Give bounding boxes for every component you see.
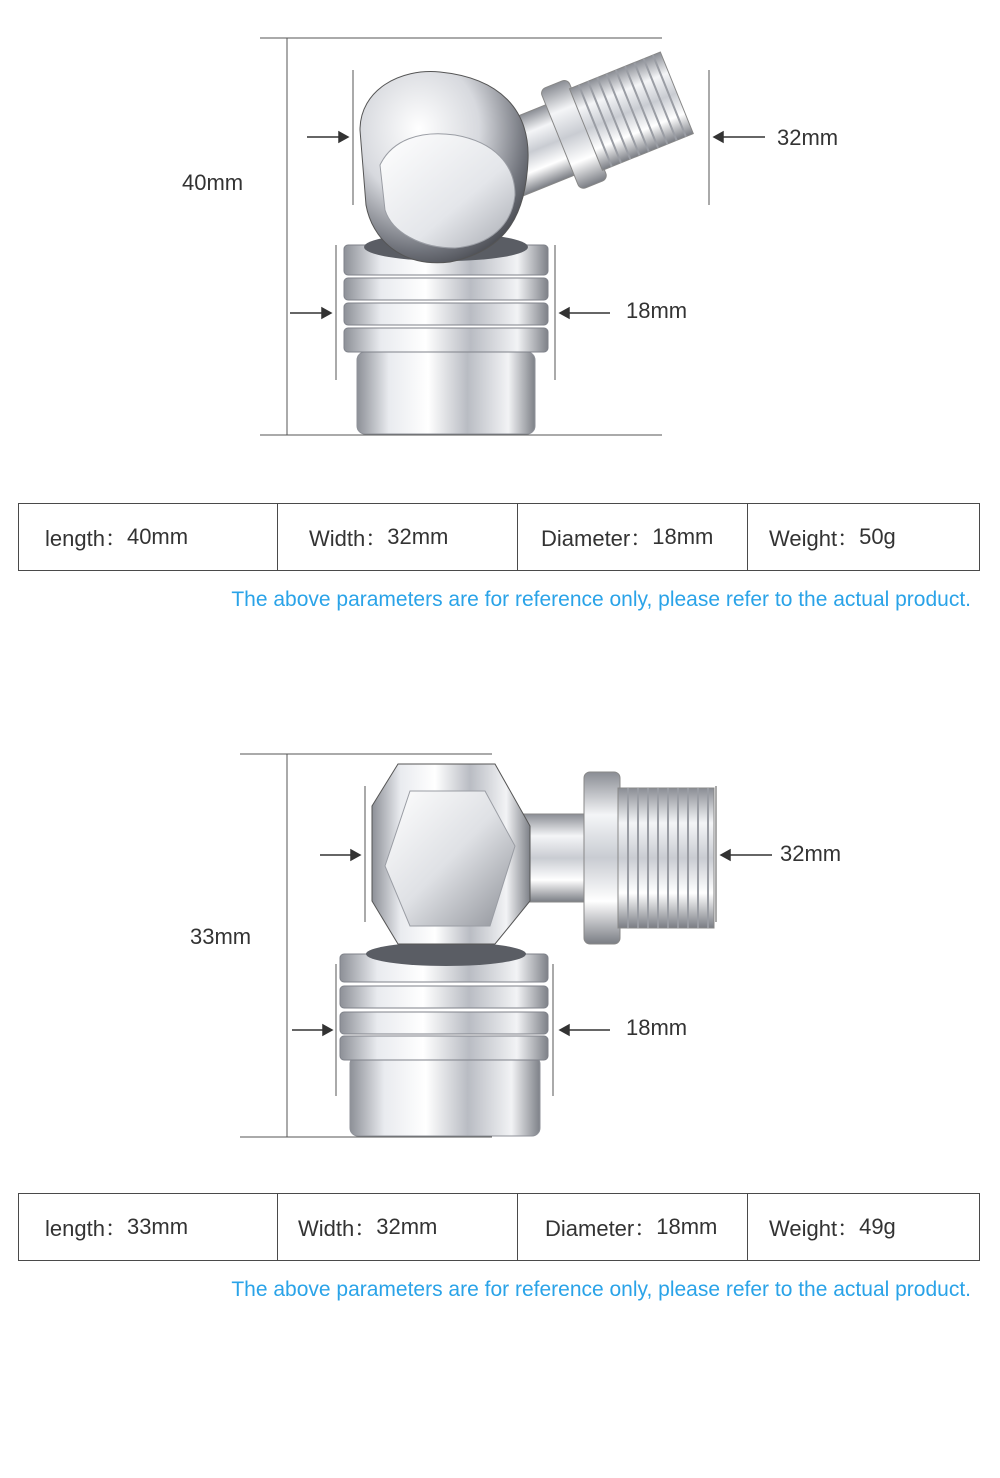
arrow-icon bbox=[307, 132, 348, 142]
spec-diameter bbox=[518, 1194, 748, 1260]
spec-value: 18mm bbox=[656, 1214, 718, 1239]
spec-table-2 bbox=[18, 1193, 980, 1261]
spec-width bbox=[278, 1194, 518, 1260]
product-image-2 bbox=[0, 716, 1000, 1156]
diameter-label: 18mm bbox=[626, 298, 688, 323]
spec-value: 50g bbox=[859, 524, 896, 549]
spec-label: length： bbox=[45, 1215, 127, 1241]
spec-value: 40mm bbox=[126, 524, 189, 549]
arrow-icon bbox=[560, 1025, 610, 1035]
height-label: 40mm bbox=[182, 170, 244, 195]
product-image-1 bbox=[0, 0, 1000, 460]
spec-label: Width： bbox=[298, 1215, 377, 1241]
spec-label: Diameter： bbox=[545, 1215, 657, 1241]
spec-table-1 bbox=[18, 503, 980, 571]
spec-length bbox=[19, 1194, 278, 1260]
spec-value: 32mm bbox=[387, 524, 449, 549]
width-label: 32mm bbox=[780, 841, 842, 866]
spec-width bbox=[278, 504, 518, 570]
spec-value: 49g bbox=[859, 1214, 896, 1239]
spec-diameter bbox=[518, 504, 748, 570]
spec-value: 33mm bbox=[126, 1214, 189, 1239]
spec-value: 32mm bbox=[376, 1214, 438, 1239]
spec-label: Diameter： bbox=[541, 525, 653, 551]
spec-value: 18mm bbox=[652, 524, 714, 549]
disclaimer-note: The above parameters are for reference only, please refer to the actual product. bbox=[231, 588, 971, 611]
arrow-icon bbox=[560, 308, 610, 318]
arrow-icon bbox=[714, 132, 765, 142]
product-section-2 bbox=[0, 716, 1000, 1356]
spec-label: length： bbox=[45, 525, 127, 551]
diameter-label: 18mm bbox=[626, 1015, 688, 1040]
spec-label: Width： bbox=[309, 525, 388, 551]
spec-weight bbox=[748, 504, 979, 570]
disclaimer-note: The above parameters are for reference only, please refer to the actual product. bbox=[231, 1278, 971, 1301]
arrow-icon bbox=[290, 308, 331, 318]
width-label: 32mm bbox=[777, 125, 839, 150]
arrow-icon bbox=[721, 850, 772, 860]
arrow-icon bbox=[320, 850, 360, 860]
spec-label: Weight： bbox=[769, 525, 860, 551]
height-label: 33mm bbox=[190, 924, 252, 949]
swivel-adapter-ball-photo bbox=[344, 43, 697, 434]
swivel-adapter-hex-photo bbox=[340, 764, 714, 1136]
arrow-icon bbox=[292, 1025, 332, 1035]
spec-label: Weight： bbox=[769, 1215, 860, 1241]
spec-length bbox=[19, 504, 278, 570]
product-section-1 bbox=[0, 0, 1000, 640]
spec-weight bbox=[748, 1194, 979, 1260]
